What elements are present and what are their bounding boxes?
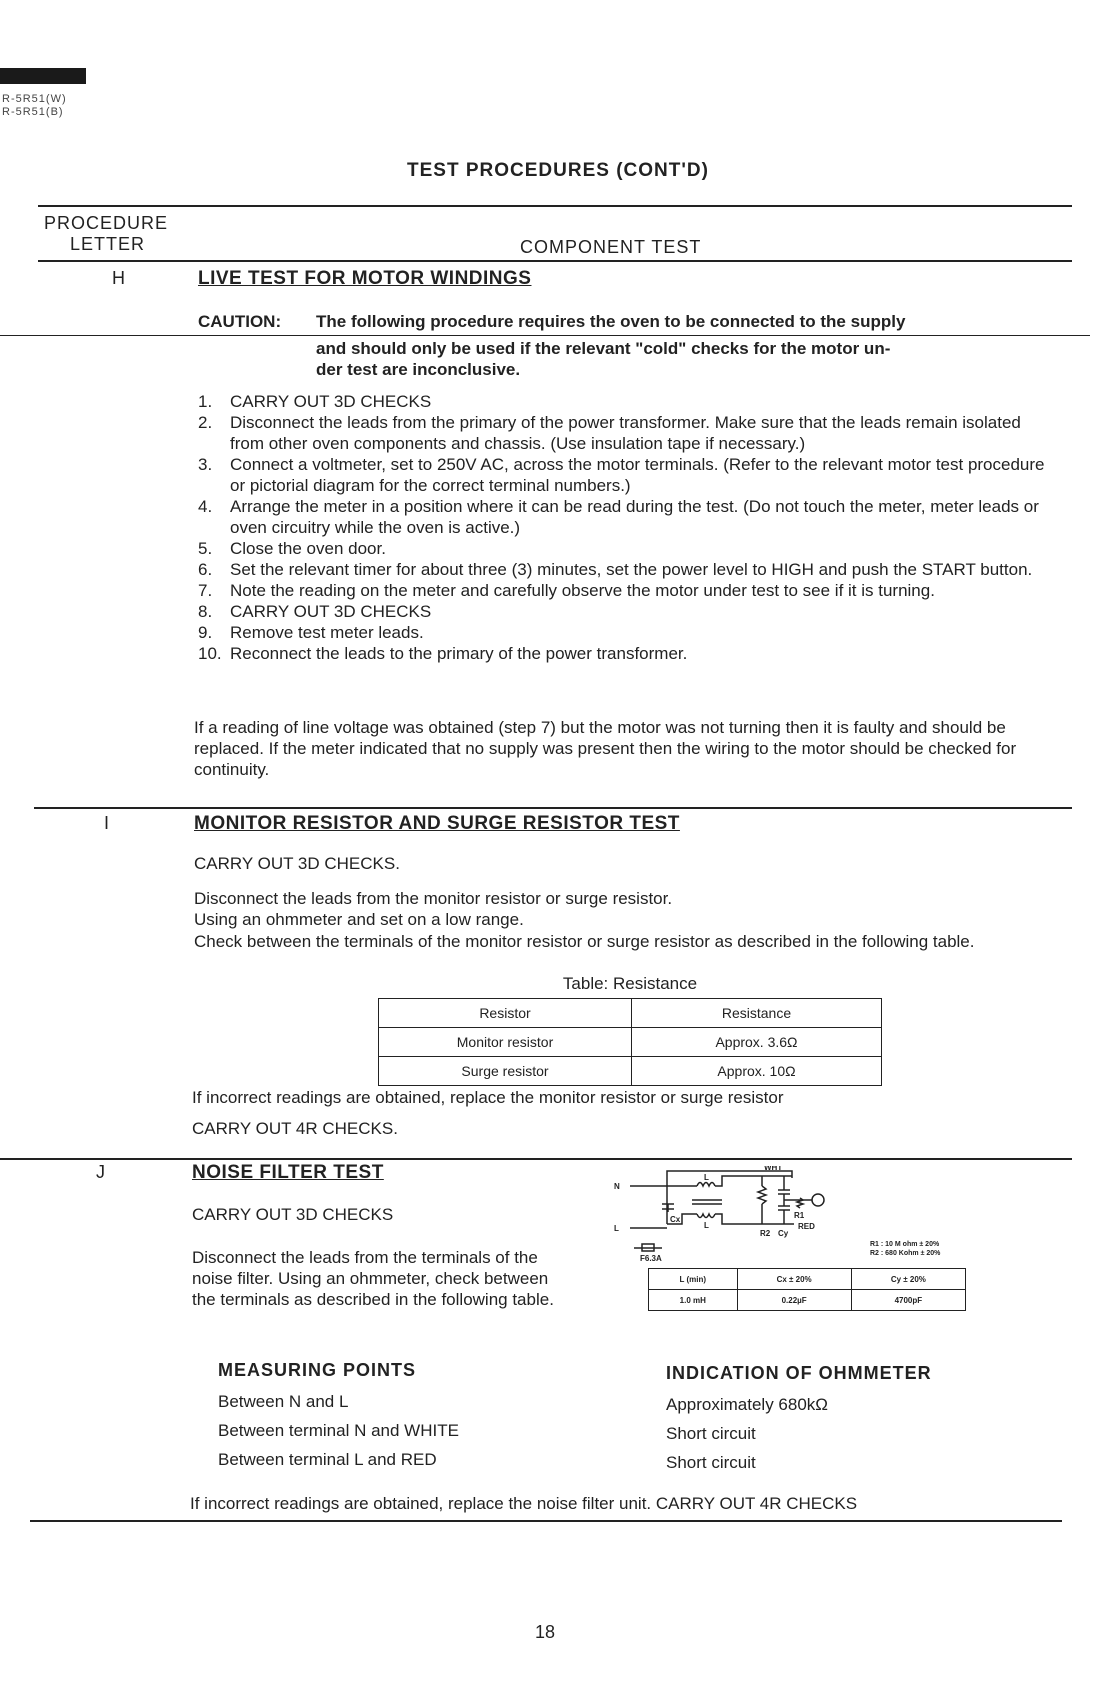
ohmmeter-indication: Approximately 680kΩ [666,1395,829,1414]
ohmmeter-indication: Short circuit [666,1424,756,1443]
caution-line-2: and should only be used if the relevant "cold" checks for the motor un- [316,339,891,358]
label-wht: WHT [764,1166,783,1172]
model-number-2: R-5R51(B) [2,106,64,118]
section-i-line-2: Using an ohmmeter and set on a low range. [194,910,524,929]
resistance-table-caption: Table: Resistance [562,974,698,993]
procedure-letter-header-1: PROCEDURE [44,213,169,233]
section-h-conclusion: If a reading of line voltage was obtained (step 7) but the motor was not turning then it is faulty and should be replaced. If the meter indicated that no supply was present then the wiring to the motor should be checked for continuity. [194,718,1017,779]
noise-filter-spec-table [648,1268,966,1311]
section-j-title: NOISE FILTER TEST [192,1162,384,1183]
label-fuse: F6.3A [640,1254,662,1263]
step-item: 5. Close the oven door. [198,539,386,558]
procedure-letter-header-2: LETTER [70,234,146,254]
step-item: 2. Disconnect the leads from the primary of the power transformer. Make sure that the leads remain isolated from other oven components and chassis. (Use insulation tape if necessary.) [198,413,1021,453]
section-letter-j: J [96,1162,105,1182]
label-r2: R2 [760,1229,771,1238]
measuring-points-header: MEASURING POINTS [218,1360,417,1380]
section-i-footer-2: CARRY OUT 4R CHECKS. [192,1119,398,1138]
table-cell: Monitor resistor [379,1028,632,1057]
spec-r2: R2 : 680 Kohm ± 20% [870,1250,941,1257]
table-cell: Approx. 3.6Ω [632,1028,882,1057]
step-item: 3. Connect a voltmeter, set to 250V AC, across the motor terminals. (Refer to the relevant motor test procedure or pictorial diagram for the correct terminal numbers.) [198,455,1045,495]
motor-test-steps [198,391,1058,664]
bottom-rule [30,1520,1062,1522]
spec-header: Cx ± 20% [737,1269,851,1290]
spec-value: 1.0 mH [649,1290,738,1311]
section-j-carry-out: CARRY OUT 3D CHECKS [192,1205,394,1224]
header-rule [38,260,1072,262]
table-header: Resistor [379,999,632,1028]
page-number: 18 [534,1622,556,1642]
label-r1: R1 [794,1211,805,1220]
label-l-coil-2: L [704,1221,709,1230]
section-i-line-3: Check between the terminals of the monitor resistor or surge resistor as described in the following table. [194,932,975,951]
label-red: RED [798,1222,815,1231]
step-item: 10. Reconnect the leads to the primary of the power transformer. [198,644,688,663]
indication-header: INDICATION OF OHMMETER [666,1363,932,1383]
label-cy: Cy [778,1229,789,1238]
caution-rule [0,335,1090,336]
resistance-table [378,998,882,1086]
step-item: 7. Note the reading on the meter and carefully observe the motor under test to see if it is turning. [198,581,935,600]
section-h-title: LIVE TEST FOR MOTOR WINDINGS [198,268,532,289]
measuring-point: Between terminal L and RED [218,1450,437,1469]
section-i-rule [34,807,1072,809]
spec-r1: R1 : 10 M ohm ± 20% [870,1241,940,1248]
spec-value: 4700pF [851,1290,965,1311]
component-test-header: COMPONENT TEST [520,237,702,257]
step-item: 8. CARRY OUT 3D CHECKS [198,602,432,621]
caution-line-3: der test are inconclusive. [316,360,521,379]
ohmmeter-indication: Short circuit [666,1453,756,1472]
label-l-terminal: L [614,1224,619,1233]
step-item: 4. Arrange the meter in a position where it can be read during the test. (Do not touch the meter, meter leads or oven circuitry while the oven is active.) [198,497,1039,537]
section-i-footer-1: If incorrect readings are obtained, replace the monitor resistor or surge resistor [192,1088,784,1107]
step-item: 1. CARRY OUT 3D CHECKS [198,392,432,411]
header-black-bar [0,68,86,84]
spec-value: 0.22µF [737,1290,851,1311]
page-title: TEST PROCEDURES (CONT'D) [407,160,709,181]
section-i-title: MONITOR RESISTOR AND SURGE RESISTOR TEST [194,813,680,834]
label-cx: Cx [670,1215,681,1224]
caution-label: CAUTION: [198,312,282,331]
table-header: Resistance [632,999,882,1028]
spec-header: Cy ± 20% [851,1269,965,1290]
section-letter-i: I [104,813,110,833]
section-j-rule [0,1158,1072,1160]
spec-header: L (min) [649,1269,738,1290]
label-l-coil-1: L [704,1173,709,1182]
noise-filter-diagram [612,1166,982,1266]
caution-line-1: The following procedure requires the oven to be connected to the supply [316,312,906,331]
measuring-point: Between N and L [218,1392,349,1411]
table-cell: Approx. 10Ω [632,1057,882,1086]
model-number-1: R-5R51(W) [2,93,67,105]
table-cell: Surge resistor [379,1057,632,1086]
step-item: 9. Remove test meter leads. [198,623,424,642]
section-j-paragraph: Disconnect the leads from the terminals of the noise filter. Using an ohmmeter, check between the terminals as described in the following table. [192,1248,554,1309]
section-i-carry-out: CARRY OUT 3D CHECKS. [194,854,400,873]
measuring-point: Between terminal N and WHITE [218,1421,459,1440]
section-i-line-1: Disconnect the leads from the monitor resistor or surge resistor. [194,889,673,908]
label-n: N [614,1182,620,1191]
top-rule [38,205,1072,207]
section-letter-h: H [112,268,125,288]
step-item: 6. Set the relevant timer for about three (3) minutes, set the power level to HIGH and push the START button. [198,560,1033,579]
section-j-footer: If incorrect readings are obtained, replace the noise filter unit. CARRY OUT 4R CHECKS [190,1494,858,1513]
